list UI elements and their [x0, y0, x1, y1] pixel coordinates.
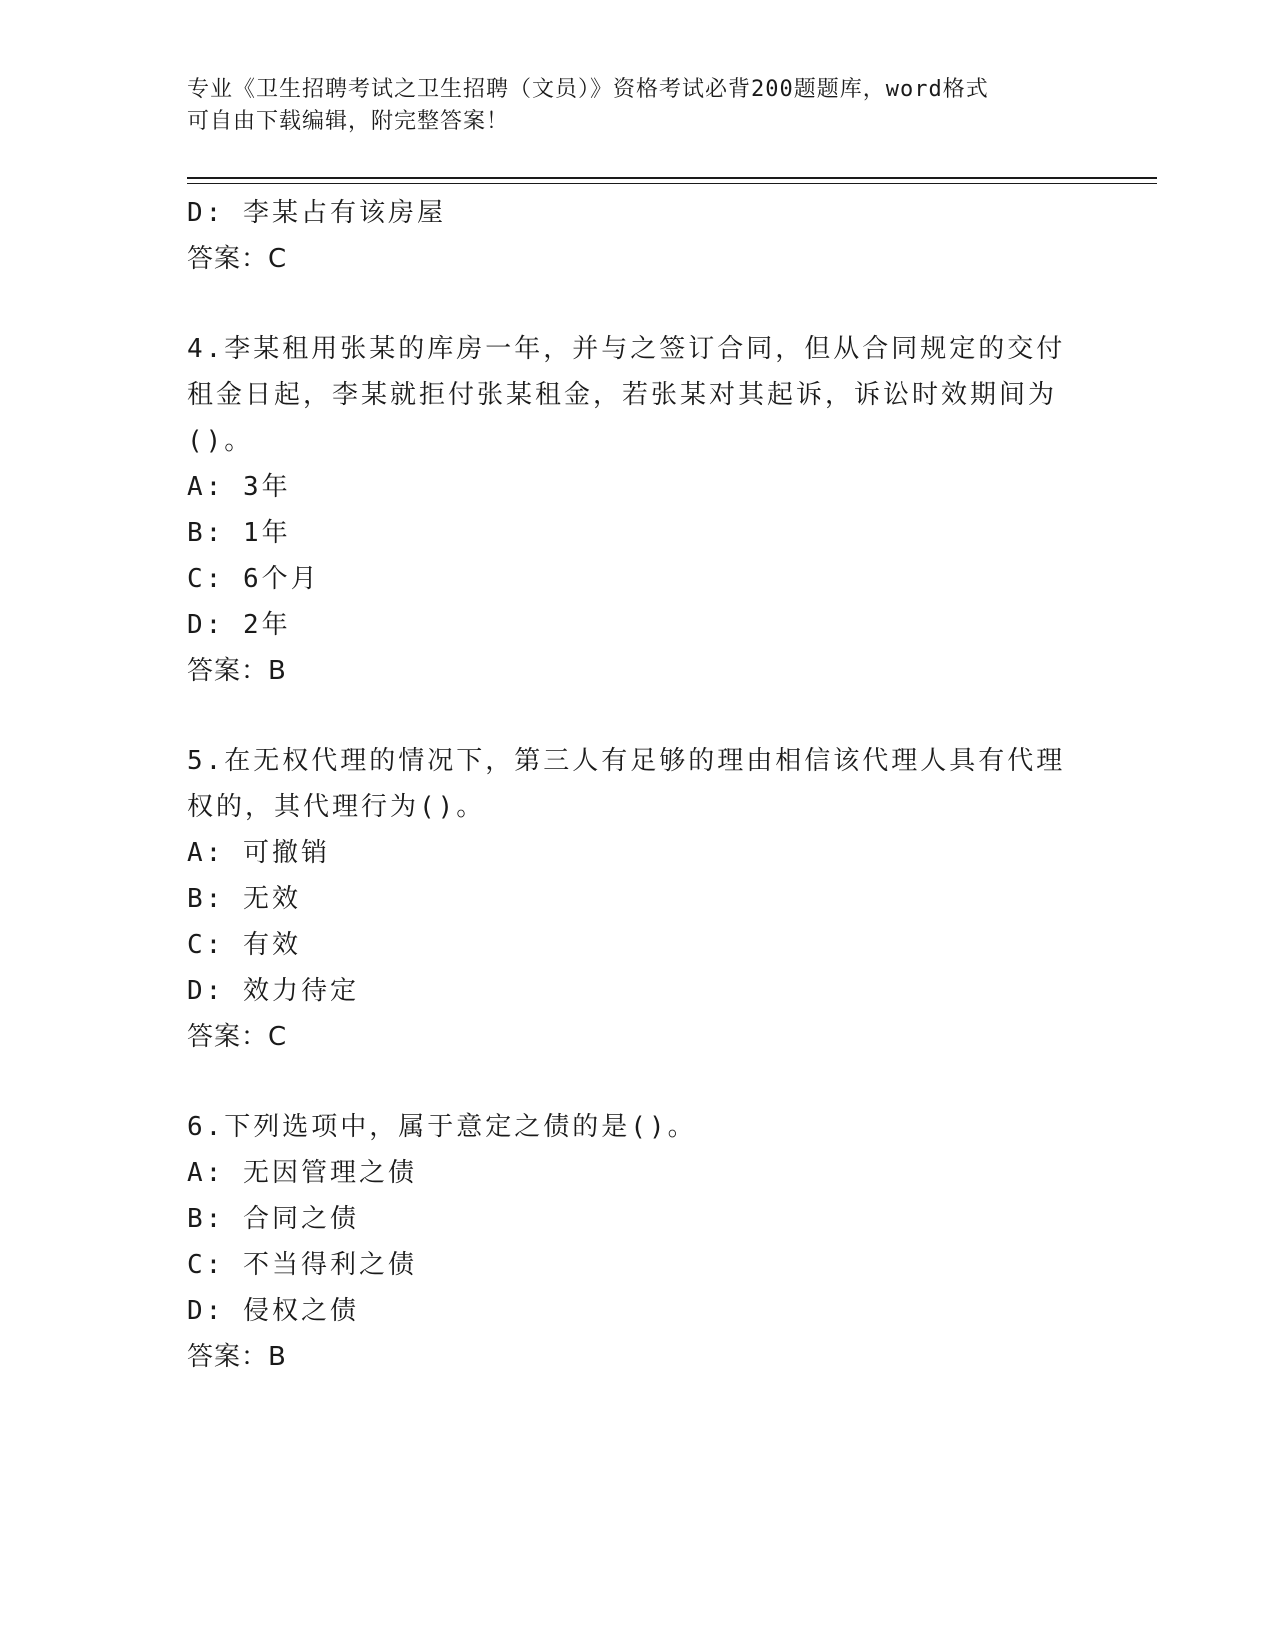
option-a: A: 3年 — [187, 472, 291, 502]
header-divider-thin — [187, 183, 1157, 184]
option-d: D: 效力待定 — [187, 976, 359, 1006]
question-stem-line: 6.下列选项中，属于意定之债的是()。 — [187, 1112, 697, 1142]
header-divider-thick — [187, 177, 1157, 179]
answer-line: 答案：C — [187, 244, 288, 274]
spacer — [187, 694, 1087, 738]
question-stem-line: 权的，其代理行为()。 — [187, 792, 486, 822]
answer-line: 答案：C — [187, 1022, 288, 1052]
document-header — [187, 74, 1067, 138]
option-d: D: 侵权之债 — [187, 1296, 359, 1326]
question-5 — [187, 738, 1087, 1060]
question-6 — [187, 1104, 1087, 1380]
question-list — [187, 190, 1087, 1380]
question-stem-line: ()。 — [187, 426, 254, 456]
question-fragment — [187, 190, 1087, 282]
option-c: C: 6个月 — [187, 564, 320, 594]
option-a: A: 无因管理之债 — [187, 1158, 417, 1188]
header-title-line-2: 可自由下载编辑，附完整答案！ — [187, 109, 510, 134]
option-a: A: 可撤销 — [187, 838, 330, 868]
header-title-line-1: 专业《卫生招聘考试之卫生招聘（文员）》资格考试必背200题题库，word格式 — [187, 77, 989, 102]
option-c: C: 有效 — [187, 930, 301, 960]
option-b: B: 无效 — [187, 884, 301, 914]
question-stem-line: 租金日起，李某就拒付张某租金，若张某对其起诉，诉讼时效期间为 — [187, 380, 1058, 410]
question-stem-line: 4.李某租用张某的库房一年，并与之签订合同，但从合同规定的交付 — [187, 334, 1066, 364]
spacer — [187, 282, 1087, 326]
answer-line: 答案：B — [187, 1342, 287, 1372]
question-stem-line: 5.在无权代理的情况下，第三人有足够的理由相信该代理人具有代理 — [187, 746, 1066, 776]
option-b: B: 合同之债 — [187, 1204, 359, 1234]
option-c: C: 不当得利之债 — [187, 1250, 417, 1280]
question-4 — [187, 326, 1087, 694]
spacer — [187, 1060, 1087, 1104]
option-d: D: 2年 — [187, 610, 291, 640]
option-b: B: 1年 — [187, 518, 291, 548]
answer-line: 答案：B — [187, 656, 287, 686]
option-d: D: 李某占有该房屋 — [187, 198, 446, 228]
